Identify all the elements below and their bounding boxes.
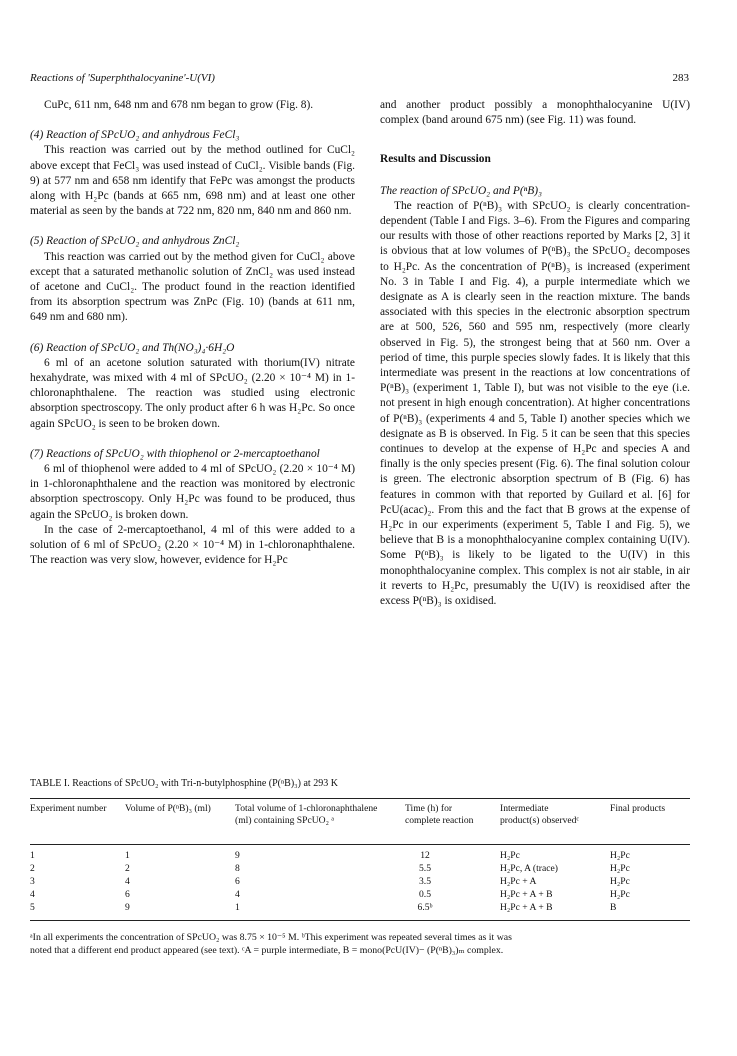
table-cell: H₂Pc + A + B	[500, 902, 553, 913]
table-cell: 6	[235, 876, 240, 887]
section-subheading: (4) Reaction of SPcUO₂ and anhydrous FeCl₃	[30, 129, 240, 142]
section-subheading: (7) Reactions of SPcUO₂ with thiophenol or 2-mercaptoethanol	[30, 447, 320, 460]
table-cell: 9	[235, 850, 240, 861]
right-column	[380, 98, 690, 609]
table-cell: H₂Pc + A + B	[500, 889, 553, 900]
body-paragraph: This reaction was carried out by the method given for CuCl₂ above except that a saturated methanolic solution of ZnCl₂ was used instead of acetone and CuCl₂. The product found in the reaction identified from its absorption spectrum was ZnPc (Fig. 10) (bands at 611 nm, 649 nm and 680 nm).	[30, 250, 355, 324]
table-footnote-line-1: ᵃIn all experiments the concentration of SPcUO₂ was 8.75 × 10⁻⁵ M. ᵇThis experiment was repeated several times as it was	[30, 932, 512, 943]
table-row	[30, 889, 690, 901]
page-number: 283	[672, 72, 689, 84]
table-bottom-rule	[30, 920, 690, 921]
table-cell: 5.5	[419, 863, 431, 874]
table-cell: H₂Pc, A (trace)	[500, 863, 558, 874]
table-cell: 4	[125, 876, 130, 887]
table-cell: 2	[125, 863, 130, 874]
table-cell: 2	[30, 863, 35, 874]
table-cell: H₂Pc	[610, 850, 630, 861]
section-heading: Results and Discussion	[380, 153, 491, 166]
table-footnote-line-2: noted that a different end product appeared (see text). ᶜA = purple intermediate, B = mono(PcU(IV)− (P(ⁿB)₃)ₘ complex.	[30, 944, 504, 956]
table-cell: 6	[125, 889, 130, 900]
table-top-rule	[30, 798, 690, 799]
table-cell: 1	[125, 850, 130, 861]
table-header-experiment: Experiment number	[30, 803, 107, 814]
table-cell: 4	[235, 889, 240, 900]
body-paragraph: 6 ml of thiophenol were added to 4 ml of SPcUO₂ (2.20 × 10⁻⁴ M) in 1-chloronaphthalene and the reaction was monitored by electronic absorption spectroscopy. Only H₂Pc was found to be produced, thus again the SPcUO₂ is broken down.	[30, 463, 355, 521]
table-header-time: Time (h) for complete reaction	[405, 803, 474, 826]
table-cell: 12	[420, 850, 430, 861]
body-paragraph: CuPc, 611 nm, 648 nm and 678 nm began to grow (Fig. 8).	[44, 99, 314, 111]
table-cell: H₂Pc	[610, 889, 630, 900]
table-row	[30, 863, 690, 875]
table-cell: 0.5	[419, 889, 431, 900]
table-cell: H₂Pc	[610, 863, 630, 874]
table-cell: 5	[30, 902, 35, 913]
body-paragraph: The reaction of P(ⁿB)₃ with SPcUO₂ is clearly concentration-dependent (Table I and Figs. 3–6). From the Figures and comparing our results with those of other reactions reported by Marks [2, 3] it is obvious that at low volumes of P(ⁿB)₃ the SPcUO₂ decomposes to H₂Pc. As the concentration of P(ⁿB)₃ is increased (experiment No. 3 in Table I and Fig. 4), a purple intermediate which we designate as A is clearly seen in the reaction mixture. The bands associated with this species in the electronic absorption spectrum are at 500, 526, 560 and 595 nm, respectively (more clearly observed in Fig. 5), the strongest being that at 560 nm. Over a period of time, this purple species slowly fades. It is likely that this intermediate was present in the reactions at low concentrations of P(ⁿB)₃ (experiment 1, Table I), but was not visible to the eye (i.e. not present in high enough concentration). At higher concentrations of P(ⁿB)₃ (experiments 4 and 5, Table I) another species which we designate as B is observed. In Fig. 5 it can be seen that this species continues to develop at the expense of H₂Pc and species A and finally is the only species present (Fig. 6). The final solution colour is green. The electronic absorption spectrum of B (Fig. 6) has features in common with that reported by Guilard et al. [6] for PcU(acac)₂. From this and the fact that B grows at the expense of H₂Pc in our experiments (experiment 5, Table I and Fig. 5), we believe that B is a monophthalocyanine complex containing U(IV). Some P(ⁿB)₃ is likely to be ligated to the U(IV) in this monophthalocyanine complex. This complex is not air stable, in air it reverts to H₂Pc, presumably the U(IV) is reoxidised after the excess P(ⁿB)₃ is oxidised.	[380, 199, 690, 608]
table-cell: 9	[125, 902, 130, 913]
table-row	[30, 876, 690, 888]
section-subheading: (5) Reaction of SPcUO₂ and anhydrous ZnCl₂	[30, 235, 240, 248]
body-paragraph: This reaction was carried out by the method outlined for CuCl₂ above except that FeCl₃ was used instead of CuCl₂. Visible bands (Fig. 9) at 577 nm and 658 nm identify that FePc was amongst the products along with H₂Pc (bands at 665 nm, 698 nm) and at least one other material as seen by the bands at 722 nm, 820 nm, 840 nm and 860 nm.	[30, 144, 355, 218]
table-row	[30, 850, 690, 862]
body-paragraph: 6 ml of an acetone solution saturated with thorium(IV) nitrate hexahydrate, was mixed with 4 ml of SPcUO₂ (2.20 × 10⁻⁴ M) in 1-chloronaphthalene. The reaction was studied using electronic absorption spectroscopy. The only product after 6 h was H₂Pc. So once again SPcUO₂ is seen to be broken down.	[30, 356, 355, 430]
table-cell: B	[610, 902, 617, 913]
table-cell: 1	[30, 850, 35, 861]
table-cell: H₂Pc	[500, 850, 520, 861]
table-header-final: Final products	[610, 803, 666, 814]
table-cell: 8	[235, 863, 240, 874]
running-title: Reactions of 'Superphthalocyanine'-U(VI)	[30, 72, 215, 84]
table-row	[30, 902, 690, 914]
table-cell: 4	[30, 889, 35, 900]
body-paragraph: In the case of 2-mercaptoethanol, 4 ml of this were added to a solution of 6 ml of SPcUO₂ (2.20 × 10⁻⁴ M) in 1-chloronaphthalene. The reaction was very slow, however, evidence for H₂Pc	[30, 523, 355, 567]
table-cell: 3	[30, 876, 35, 887]
table-footnotes	[30, 932, 690, 957]
table-header-total-volume: Total volume of 1-chloronaphthalene (ml) containing SPcUO₂ ᵃ	[235, 803, 378, 826]
section-subheading: (6) Reaction of SPcUO₂ and Th(NO₃)₄·6H₂O	[30, 341, 235, 354]
table-header-volume: Volume of P(ⁿB)₃ (ml)	[125, 803, 211, 814]
table-cell: 3.5	[419, 876, 431, 887]
table-cell: 1	[235, 902, 240, 913]
table-header-rule	[30, 844, 690, 845]
left-column	[30, 98, 355, 568]
body-paragraph: and another product possibly a monophthalocyanine U(IV) complex (band around 675 nm) (see Fig. 11) was found.	[380, 99, 690, 127]
table-header-intermediate: Intermediate product(s) observedᶜ	[500, 803, 579, 826]
table-caption: TABLE I. Reactions of SPcUO₂ with Tri-n-butylphosphine (P(ⁿB)₃) at 293 K	[30, 778, 338, 789]
section-subheading: The reaction of SPcUO₂ and P(ⁿB)₃	[380, 184, 542, 197]
table-cell: H₂Pc	[610, 876, 630, 887]
table-cell: H₂Pc + A	[500, 876, 537, 887]
running-header	[30, 72, 689, 90]
table-cell: 6.5ᵇ	[417, 902, 433, 913]
